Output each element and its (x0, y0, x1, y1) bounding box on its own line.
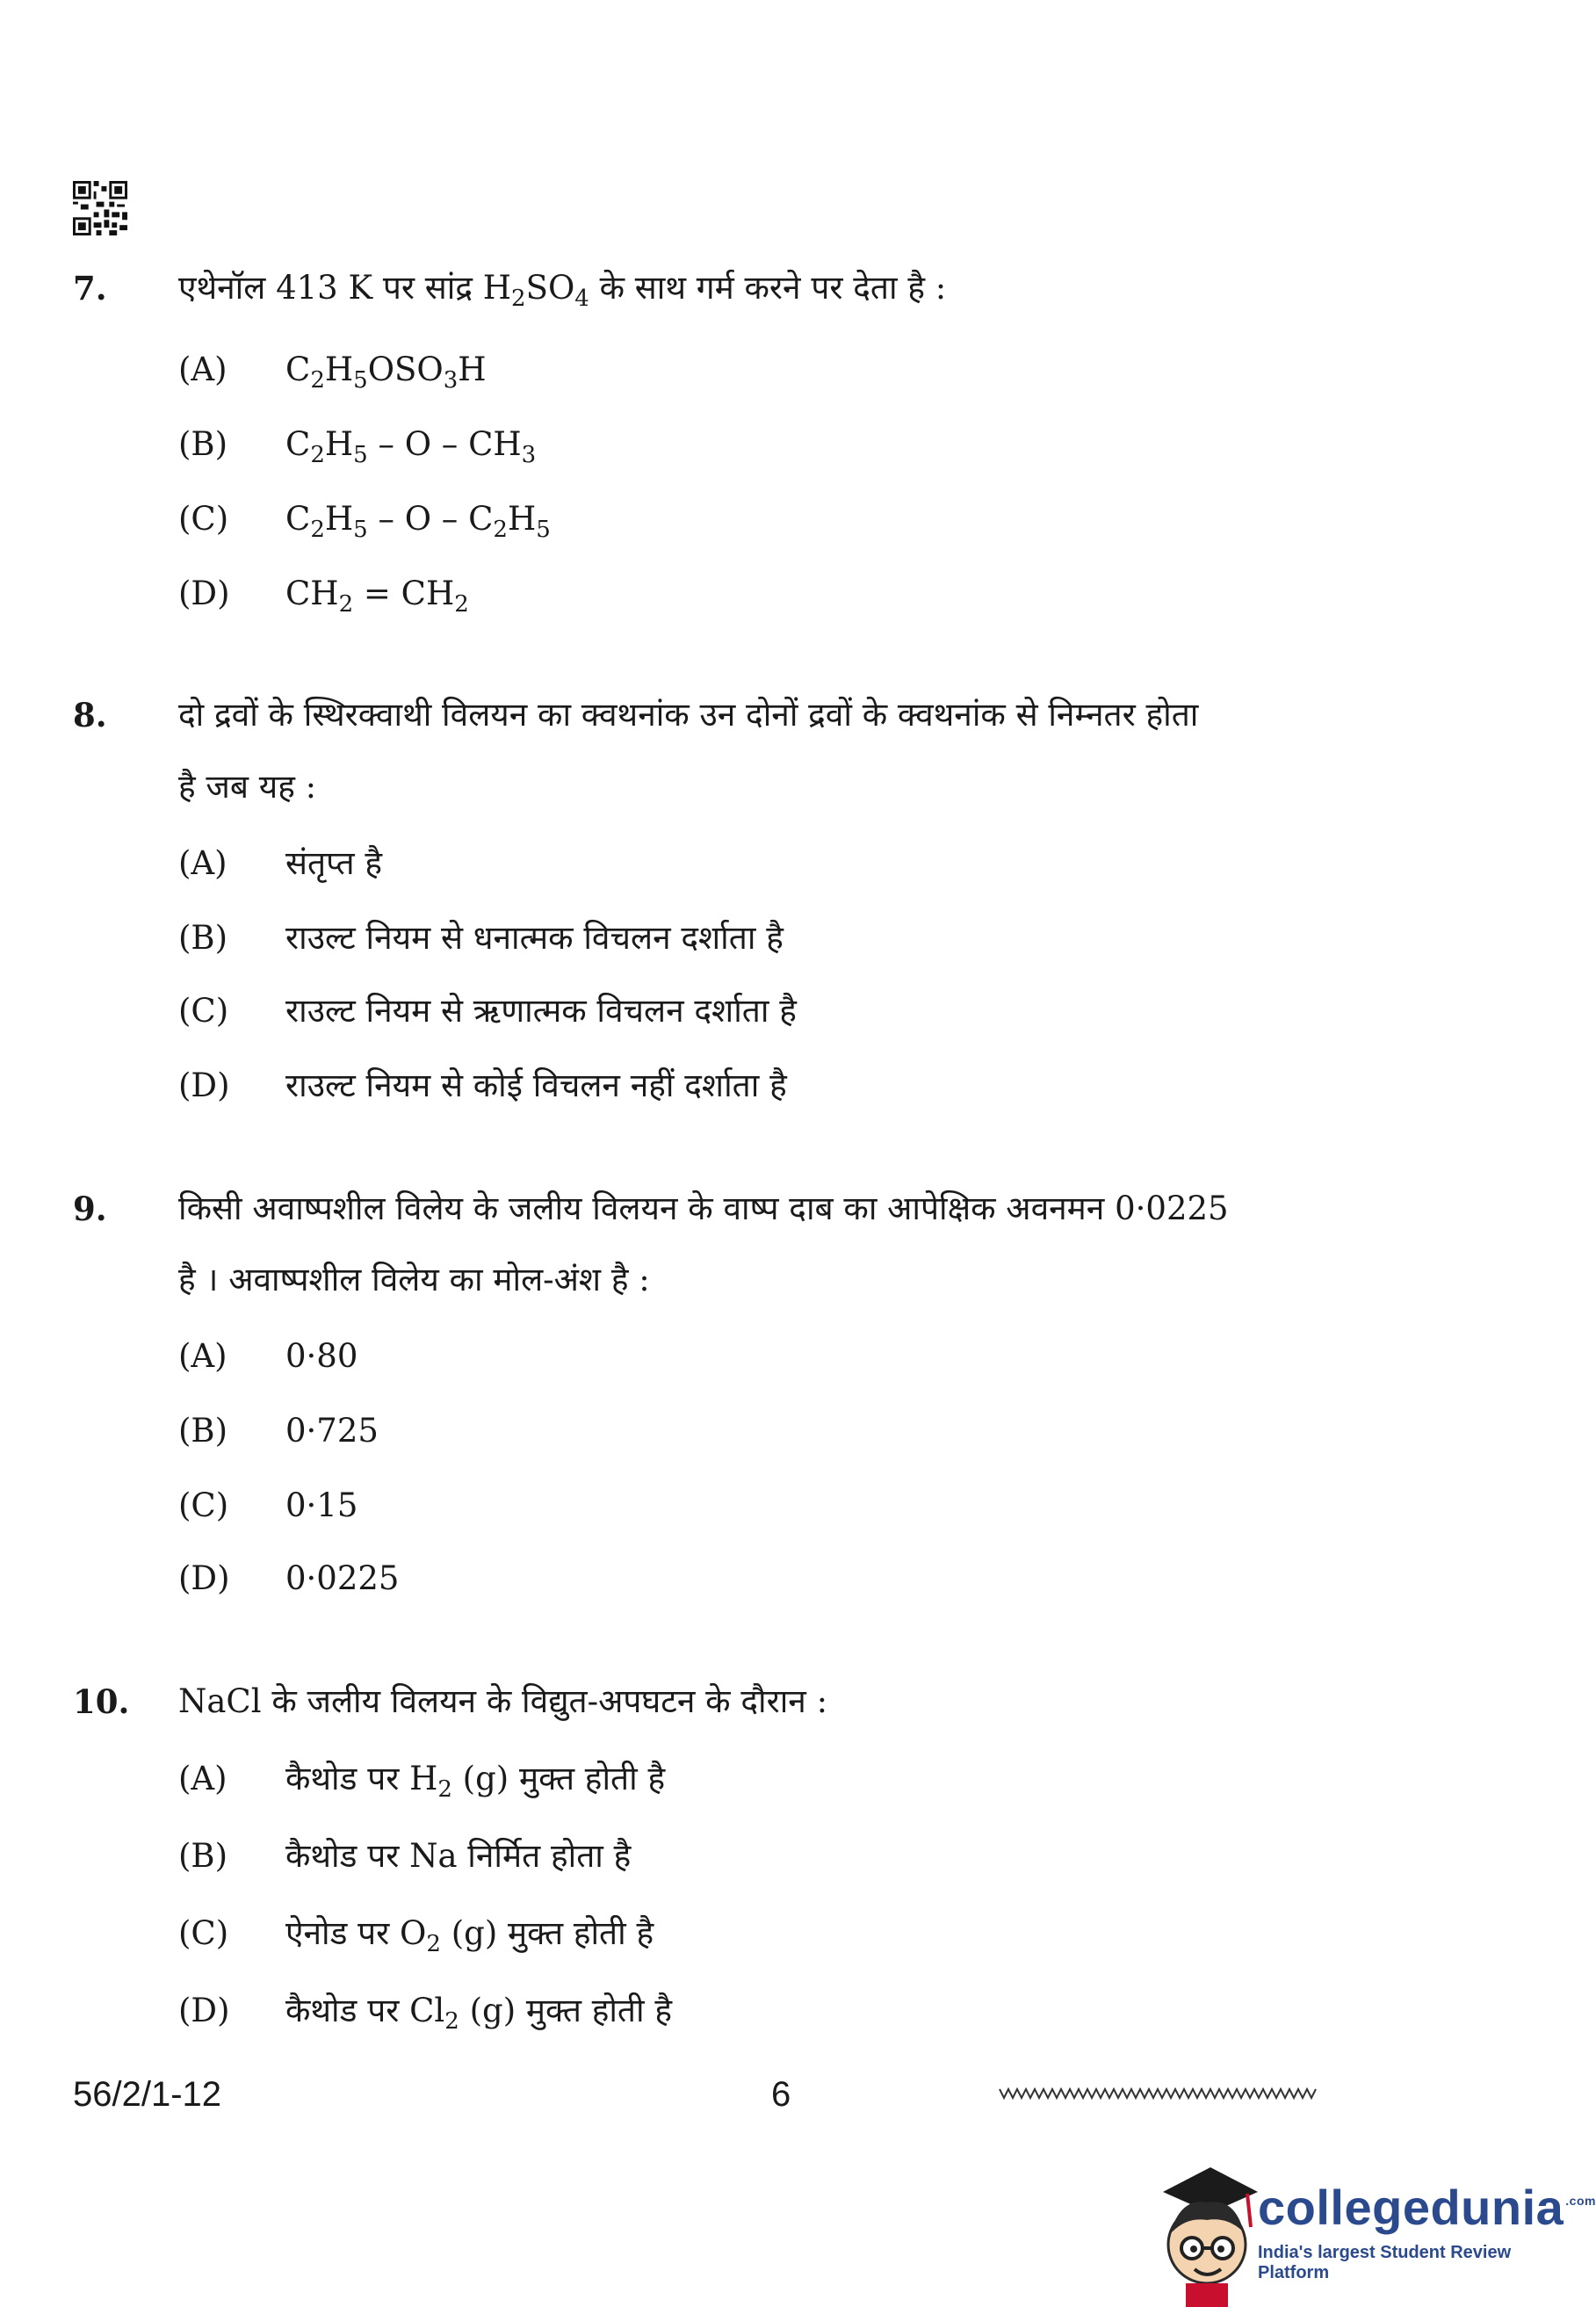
question-number: 9. (73, 1190, 107, 1228)
brand-name: collegedunia $^{.com}$ (1258, 2180, 1596, 2235)
option-label: (A) (178, 844, 227, 882)
question-text-line-2: है । अवाष्पशील विलेय का मोल-अंश है : (178, 1261, 650, 1298)
option-c: (C) $C_2H_5$ – O – $C_2H_5$ (178, 497, 551, 541)
option-c: (C) राउल्ट नियम से ऋणात्मक विचलन दर्शाता है (178, 989, 797, 1033)
brand-tagline: India's largest Student Review Platform (1258, 2243, 1512, 2282)
paper-code: 56/2/1-12 (73, 2075, 222, 2114)
student-mascot-icon (1154, 2157, 1260, 2307)
question-text: NaCl के जलीय विलयन के विद्युत-अपघटन के दौरान : (178, 1682, 828, 1720)
option-b: (B) कैथोड पर Na निर्मित होता है (178, 1834, 631, 1878)
option-label: (B) (178, 1837, 228, 1875)
question-text-line-1: दो द्रवों के स्थिरक्वाथी विलयन का क्वथनांक उन दोनों द्रवों के क्वथनांक से निम्नतर होता (178, 696, 1199, 734)
option-c: (C) 0·15 (178, 1484, 357, 1528)
option-b: (B) राउल्ट नियम से धनात्मक विचलन दर्शाता है (178, 916, 784, 960)
question-number: 7. (73, 269, 107, 307)
option-d: (D) 0·0225 (178, 1557, 399, 1601)
option-b: (B) 0·725 (178, 1409, 379, 1453)
option-label: (C) (178, 992, 229, 1030)
option-label: (A) (178, 1760, 227, 1797)
question-text-line-1: किसी अवाष्पशील विलेय के जलीय विलयन के वाष्प दाब का आपेक्षिक अवनमन 0·0225 (178, 1190, 1229, 1227)
question-number: 10. (73, 1682, 130, 1721)
qr-code-icon (73, 181, 127, 235)
option-a: (A) $C_2H_5OSO_3H$ (178, 348, 487, 392)
option-label: (D) (178, 575, 230, 612)
option-label: (C) (178, 1486, 229, 1524)
option-d: (D) $CH_2 = CH_2$ (178, 572, 469, 616)
question-number: 8. (73, 696, 107, 734)
question-text: एथेनॉल 413 K पर सांद्र $H_2SO_4$ के साथ गर्म करने पर देता है : (178, 269, 947, 312)
option-label: (C) (178, 1914, 229, 1952)
option-label: (D) (178, 1559, 230, 1597)
option-c: (C) ऐनोड पर $O_2$ (g) मुक्त होती है (178, 1912, 654, 1956)
option-d: (D) राउल्ट नियम से कोई विचलन नहीं दर्शाता है (178, 1064, 787, 1108)
option-a: (A) संतृप्त है (178, 842, 382, 886)
option-label: (D) (178, 1067, 230, 1104)
question-text-line-2: है जब यह : (178, 768, 317, 806)
option-label: (D) (178, 1992, 230, 2029)
option-label: (A) (178, 351, 227, 388)
option-label: (B) (178, 919, 228, 957)
option-a: (A) 0·80 (178, 1334, 357, 1378)
option-label: (B) (178, 1412, 228, 1450)
option-a: (A) कैथोड पर $H_2$ (g) मुक्त होती है (178, 1757, 665, 1801)
option-label: (C) (178, 500, 229, 538)
option-label: (A) (178, 1337, 227, 1375)
option-b: (B) $C_2H_5$ – O – $CH_3$ (178, 423, 536, 466)
option-label: (B) (178, 425, 228, 463)
page-number: 6 (771, 2075, 791, 2114)
option-d: (D) कैथोड पर $Cl_2$ (g) मुक्त होती है (178, 1989, 672, 2033)
wavy-line-icon (1000, 2084, 1318, 2103)
